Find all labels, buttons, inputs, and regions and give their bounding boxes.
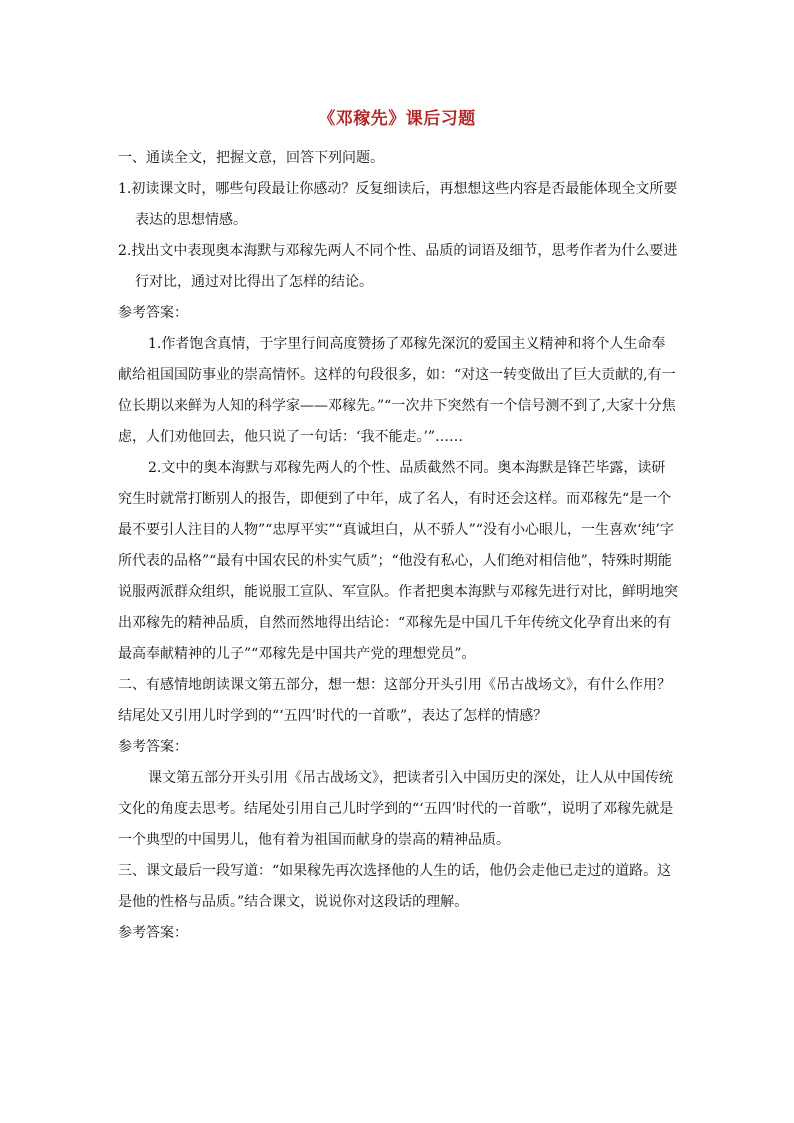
section-1-question-2: 2.找出文中表现奥本海默与邓稼先两人不同个性、品质的词语及细节，思考作者为什么要进行对比，通过对比得出了怎样的结论。 [118, 243, 678, 290]
document-body [118, 143, 678, 949]
section-1-answer-label: 参考答案： [118, 305, 188, 321]
section-1-question-1: 1.初读课文时，哪些句段最让你感动？反复细读后，再想想这些内容是否最能体现全文所要表达的思想情感。 [118, 181, 678, 228]
section-2-answer: 课文第五部分开头引用《吊古战场文》，把读者引入中国历史的深处，让人从中国传统文化的角度去思考。结尾处引用自己儿时学到的“‘五四’时代的一首歌”，说明了邓稼先就是一个典型的中国男儿，他有着为祖国而献身的崇高的精神品质。 [118, 770, 674, 848]
section-1-answer-1: 1.作者饱含真情，于字里行间高度赞扬了邓稼先深沉的爱国主义精神和将个人生命奉献给祖国国防事业的崇高情怀。这样的句段很多，如：“对这一转变做出了巨大贡献的,有一位长期以来鲜为人知的科学家——邓稼先。”“一次井下突然有一个信号测不到了,大家十分焦虑，人们劝他回去，他只说了一句话：‘我不能走。’”…… [118, 336, 676, 445]
document-title: 《邓稼先》课后习题 [318, 109, 476, 129]
section-2-answer-label: 参考答案： [118, 739, 188, 755]
section-2-question: 二、有感情地朗读课文第五部分，想一想：这部分开头引用《吊古战场文》，有什么作用？结尾处又引用儿时学到的“‘五四’时代的一首歌”，表达了怎样的情感？ [118, 677, 671, 724]
section-1-heading: 一、通读全文，把握文意，回答下列问题。 [118, 150, 384, 166]
section-1-answer-2: 2.文中的奥本海默与邓稼先两人的个性、品质截然不同。奥本海默是锋芒毕露，读研究生时就常打断别人的报告，即便到了中年，成了名人，有时还会这样。而邓稼先“是一个最不要引人注目的人物”“忠厚平实”“真诚坦白，从不骄人”“没有小心眼儿，一生喜欢‘纯’字所代表的品格”“最有中国农民的朴实气质”；“他没有私心，人们绝对相信他”，特殊时期能说服两派群众组织，能说服工宣队、军宣队。作者把奥本海默与邓稼先进行对比，鲜明地突出邓稼先的精神品质，自然而然地得出结论：“邓稼先是中国几千年传统文化孕育出来的有最高奉献精神的儿子”“邓稼先是中国共产党的理想党员”。 [118, 460, 678, 662]
section-3-answer-label: 参考答案： [118, 925, 188, 941]
section-3-question: 三、课文最后一段写道：“如果稼先再次选择他的人生的话，他仍会走他已走过的道路。这是他的性格与品质。”结合课文，说说你对这段话的理解。 [118, 863, 672, 910]
